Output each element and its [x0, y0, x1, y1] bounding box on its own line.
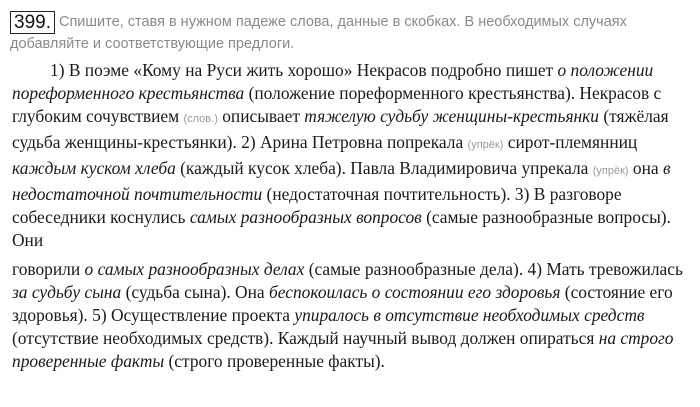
text-run: (строго проверенные факты). — [164, 351, 385, 371]
hint-word: (упрёк) — [467, 139, 504, 151]
text-run: (тяжёлая судьба женщины-крестьянки). 2) Арина Петровна попрекала — [12, 106, 669, 152]
italic-answer-phrase: каждым куском хлеба — [12, 158, 176, 178]
italic-answer-phrase: за судьбу сына — [12, 282, 122, 302]
italic-answer-phrase: в недостаточной почтительности — [12, 158, 671, 204]
italic-answer-phrase: на строго проверенные факты — [12, 328, 674, 371]
text-run: сирот-племянниц — [503, 132, 638, 152]
italic-answer-phrase: о положении пореформенного крестьянства — [12, 60, 654, 103]
italic-answer-phrase: тяжелую судьбу женщины-крестьянки — [304, 106, 599, 126]
exercise-paragraph-1 — [12, 59, 690, 252]
text-run: говорили — [12, 259, 85, 279]
text-run: 1) В поэме «Кому на Руси жить хорошо» Некрасов подробно пишет — [50, 60, 558, 80]
text-run: (отсутствие необходимых средств). Каждый научный вывод должен опираться — [12, 328, 599, 348]
hint-word: (упрёк) — [592, 165, 629, 177]
text-run: описывает — [217, 106, 305, 126]
text-run: (каждый кусок хлеба). Павла Владимировича упрекала — [175, 158, 593, 178]
text-run: она — [628, 158, 663, 178]
italic-answer-phrase: о самых разнообразных делах — [84, 259, 305, 279]
text-run: (самые разнообразные вопросы). Они — [12, 207, 671, 250]
hint-word: (слов.) — [183, 113, 218, 125]
italic-answer-phrase: самых разнообразных вопросов — [189, 207, 422, 227]
task-instruction: Спишите, ставя в нужном падеже слова, данные в скобках. В необходимых случаях добавляйте и соответствующие предлоги. — [10, 14, 627, 52]
exercise-paragraph-2 — [12, 258, 690, 373]
text-run: (состояние его здоровья). 5) Осуществление проекта — [12, 282, 673, 325]
text-run: (судьба сына). Она — [121, 282, 269, 302]
text-run: (самые разнообразные дела). 4) Мать тревожилась — [304, 259, 683, 279]
text-run: (недостаточная почтительность). 3) В разговоре собеседники коснулись — [12, 184, 622, 227]
task-number: 399. — [10, 11, 55, 34]
italic-answer-phrase: упиралось в отсутствие необходимых средств — [294, 305, 645, 325]
text-run: (положение пореформенного крестьянства). Некрасов с глубоким сочувствием — [12, 83, 662, 126]
italic-answer-phrase: беспокоилась о состоянии его здоровья — [269, 282, 561, 302]
task-header — [10, 11, 690, 54]
